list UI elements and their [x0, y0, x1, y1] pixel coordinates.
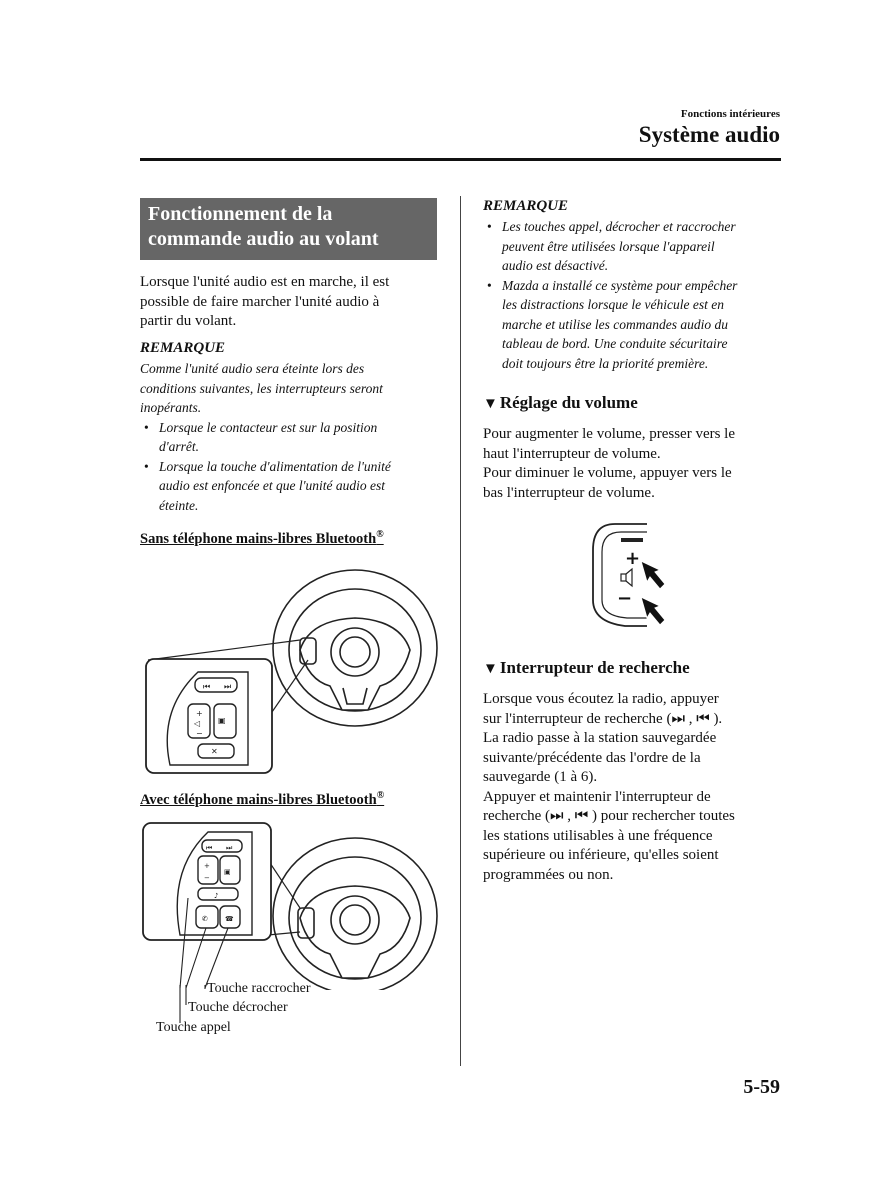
svg-text:+: + — [625, 548, 641, 569]
label-pick-up: Touche décrocher — [188, 1000, 288, 1015]
seek-forward-icon: ⏭ — [226, 844, 233, 852]
svg-text:−: − — [196, 729, 203, 738]
pick-up-icon: ✆ — [202, 915, 208, 923]
search-paragraph: Lorsque vous écoutez la radio, appuyer sur l'interrupteur de recherche (⏭ , ⏮ ). La radio passe à la station sauvegardée suivante/précédente das l'ordre de la sauvegarde (1 à 6). Appuyer et maintenir l'interrupteur de recherche (⏭ , ⏮ ) pour rechercher toutes les stations utilisables à une fréquence supérieure ou inférieure, qu'elles soient programmées ou non. — [483, 691, 735, 883]
section-title-line-2: commande audio au volant — [148, 228, 379, 250]
intro-line: partir du volant. — [140, 313, 237, 329]
seek-back-icon: ⏮ — [206, 844, 213, 852]
remark-bullets-left — [140, 418, 391, 516]
remark-title-left: REMARQUE — [140, 340, 226, 356]
seek-forward-icon: ⏭ — [224, 682, 232, 691]
intro-line: possible de faire marcher l'unité audio à — [140, 293, 380, 310]
header-rule — [140, 158, 781, 161]
seek-back-icon: ⏮ — [203, 682, 211, 691]
steering-wheel-illustration-1 — [140, 560, 440, 780]
section-title-box — [140, 198, 437, 260]
triangle-down-icon: ▼ — [483, 661, 498, 677]
heading-search: ▼ Interrupteur de recherche — [483, 658, 690, 677]
remark-bullets-right — [483, 217, 737, 373]
list-item: • Mazda a installé ce système pour empêcher les distractions lorsque le véhicule est en marche et utilise les commandes audio du tableau de bord. Une conduite sécuritaire doit toujours être la priorité première. — [483, 276, 737, 374]
caption-with-bluetooth: Avec téléphone mains-libres Bluetooth® — [140, 790, 385, 808]
talk-icon: ♪ — [214, 892, 219, 900]
volume-switch-illustration — [585, 520, 675, 635]
volume-paragraph: Pour augmenter le volume, presser vers le haut l'interrupteur de volume. Pour diminuer le volume, appuyer vers le bas l'interrupteur de volume. — [483, 426, 736, 501]
remark-line: inopérants. — [140, 400, 202, 415]
column-divider — [460, 196, 461, 1066]
hang-up-icon: ☎ — [225, 915, 234, 923]
intro-line: Lorsque l'unité audio est en marche, il est — [140, 274, 390, 290]
header-section: Fonctions intérieures — [680, 108, 780, 120]
svg-text:−: − — [204, 874, 210, 882]
svg-text:+: + — [196, 709, 203, 718]
speaker-icon: ◁ — [194, 719, 201, 728]
list-item: • Les touches appel, décrocher et raccrocher peuvent être utilisées lorsque l'appareil audio est désactivé. — [483, 217, 737, 276]
source-icon: ▣ — [218, 716, 226, 725]
source-icon: ▣ — [224, 868, 231, 876]
section-title-line-1: Fonctionnement de la — [148, 203, 333, 225]
remark-line: Comme l'unité audio sera éteinte lors des — [140, 361, 365, 376]
intro-paragraph — [140, 273, 389, 332]
remark-text-left — [140, 359, 391, 515]
label-hang-up: Touche raccrocher — [207, 981, 311, 996]
triangle-down-icon: ▼ — [483, 396, 498, 412]
steering-wheel-illustration-2 — [140, 820, 440, 990]
heading-volume: ▼ Réglage du volume — [483, 393, 638, 412]
remark-text-right — [483, 217, 737, 373]
caption-without-bluetooth: Sans téléphone mains-libres Bluetooth® — [140, 529, 384, 547]
label-call: Touche appel — [156, 1020, 231, 1035]
page-number: 5-59 — [743, 1076, 780, 1098]
list-item: • Lorsque le contacteur est sur la position d'arrêt. — [140, 418, 391, 457]
list-item: • Lorsque la touche d'alimentation de l'unité audio est enfoncée et que l'unité audio est éteinte. — [140, 457, 391, 516]
svg-text:+: + — [204, 862, 210, 870]
svg-text:−: − — [617, 588, 633, 609]
remark-line: conditions suivantes, les interrupteurs seront — [140, 380, 383, 396]
mute-icon: ✕ — [211, 747, 218, 756]
header-chapter: Système audio — [638, 122, 780, 147]
remark-title-right: REMARQUE — [483, 198, 569, 214]
